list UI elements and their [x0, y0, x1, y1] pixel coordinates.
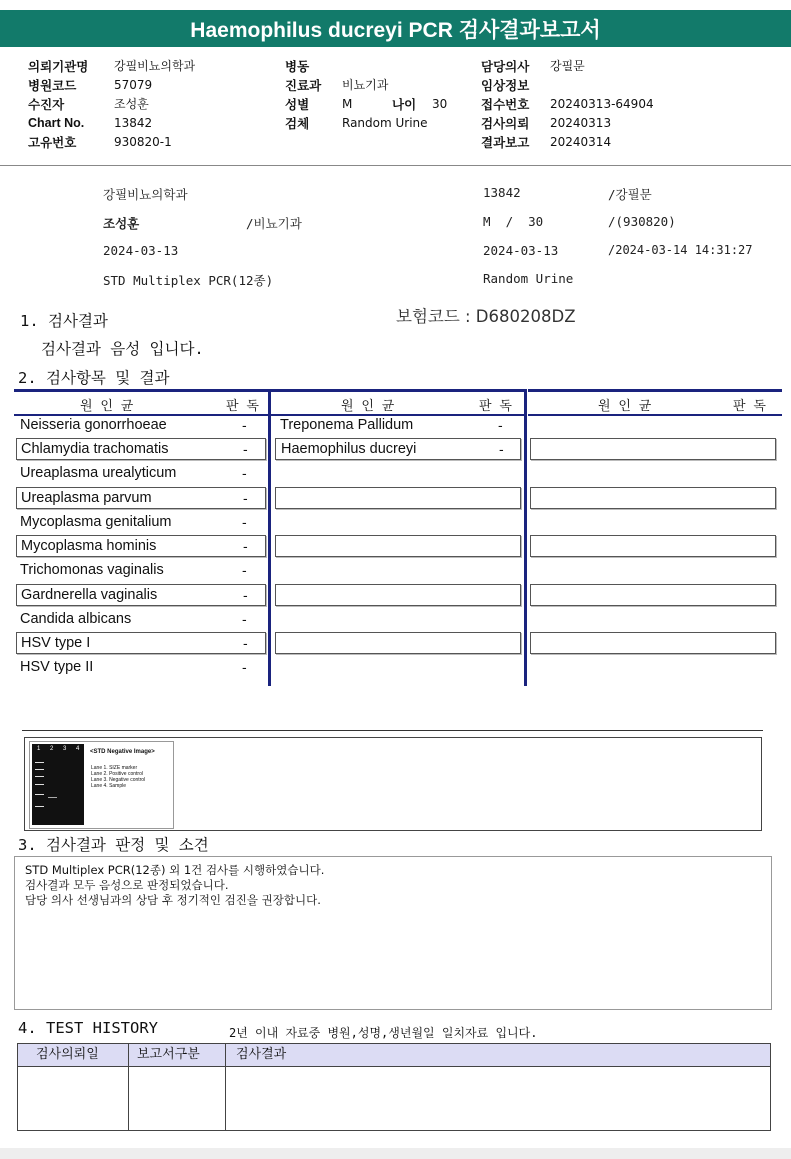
- table-row-empty: [275, 584, 521, 606]
- organism-name: Mycoplasma genitalium: [20, 514, 172, 530]
- header-label: 고유번호: [28, 135, 77, 150]
- gel-legend-item: Lane 1. SIZE marker: [91, 765, 138, 771]
- summary-chart-no: 13842: [483, 185, 521, 200]
- history-row: [18, 1067, 770, 1130]
- organism-result: -: [242, 417, 247, 433]
- header-label: 진료과: [285, 78, 322, 93]
- header-value: Random Urine: [342, 115, 428, 130]
- organism-name: Neisseria gonorrhoeae: [20, 417, 167, 433]
- organism-name: Gardnerella vaginalis: [21, 587, 158, 603]
- report-title: Haemophilus ducreyi PCR 검사결과보고서: [0, 10, 791, 47]
- age-label: 나이: [392, 97, 417, 112]
- column-divider: [268, 389, 271, 686]
- organism-result: -: [243, 635, 248, 651]
- summary-report-time: /2024-03-14 14:31:27: [608, 243, 753, 257]
- history-col-header: 보고서구분: [129, 1044, 226, 1066]
- section1-heading: 1. 검사결과: [20, 312, 108, 330]
- header-value: 강필문: [550, 59, 585, 73]
- opinion-line: STD Multiplex PCR(12종) 외 1건 검사를 시행하였습니다.: [25, 863, 325, 877]
- table-row: [16, 438, 266, 460]
- table-row-empty: [530, 438, 776, 460]
- header-value: 13842: [114, 115, 153, 130]
- gel-legend-item: Lane 3. Negative control: [91, 777, 146, 783]
- column-divider: [524, 389, 527, 686]
- gel-title: <STD Negative Image>: [90, 749, 155, 755]
- col-header-result: 판 독: [733, 399, 766, 414]
- summary-date-2: 2024-03-13: [483, 243, 559, 258]
- page-footer-band: [0, 1148, 791, 1159]
- summary-specimen: Random Urine: [483, 271, 574, 286]
- table-row: [275, 414, 521, 436]
- organism-name: HSV type I: [21, 635, 91, 651]
- table-row-empty: [530, 584, 776, 606]
- header-label: 병원코드: [28, 78, 77, 93]
- summary-test-name: STD Multiplex PCR(12종): [103, 273, 274, 288]
- organism-name: Treponema Pallidum: [280, 417, 414, 433]
- header-value: 930820-1: [114, 134, 172, 149]
- summary-date-1: 2024-03-13: [103, 243, 179, 258]
- header-label: 의뢰기관명: [28, 59, 89, 74]
- header-label: 검체: [285, 116, 310, 131]
- table-row: [16, 511, 266, 533]
- header-value: 57079: [114, 77, 153, 92]
- table-row: [16, 608, 266, 630]
- organism-result: -: [243, 538, 248, 554]
- organism-name: Ureaplasma parvum: [21, 490, 152, 506]
- result-column-1: [14, 389, 268, 416]
- history-table: [17, 1043, 771, 1131]
- opinion-line: 검사결과 모두 음성으로 판정되었습니다.: [25, 878, 229, 892]
- header-label: 임상정보: [481, 78, 530, 93]
- header-value: 조성훈: [114, 97, 149, 111]
- table-row: [16, 535, 266, 557]
- result-column-2: [271, 389, 525, 416]
- header-divider: [0, 165, 791, 166]
- header-label: 검사의뢰: [481, 116, 530, 131]
- header-label: 성별: [285, 97, 310, 112]
- table-row: [16, 656, 266, 678]
- organism-name: Chlamydia trachomatis: [21, 441, 169, 457]
- organism-name: Candida albicans: [20, 611, 132, 627]
- summary-hospital: 강필비뇨의학과: [103, 187, 188, 202]
- summary-sex-age: M / 30: [483, 214, 544, 229]
- organism-result: -: [242, 659, 247, 675]
- image-divider: [22, 730, 763, 731]
- col-header-result: 판 독: [479, 399, 512, 414]
- history-cell: [18, 1067, 129, 1130]
- col-header-result: 판 독: [226, 399, 259, 414]
- col-header-name: 원 인 균: [80, 399, 134, 414]
- table-row: [16, 584, 266, 606]
- gel-band: [35, 794, 44, 795]
- header-label: 병동: [285, 59, 310, 74]
- history-header: [18, 1044, 770, 1067]
- table-row-empty: [275, 487, 521, 509]
- insurance-code: 보험코드 : D680208DZ: [396, 307, 576, 326]
- col-header-name: 원 인 균: [341, 399, 395, 414]
- gel-legend-item: Lane 4. Sample: [91, 783, 127, 789]
- opinion-line: 담당 의사 선생님과의 상담 후 정기적인 검진을 권장합니다.: [25, 893, 321, 907]
- summary-doctor: /강필문: [608, 187, 652, 202]
- organism-name: Haemophilus ducreyi: [281, 441, 417, 457]
- organism-name: Ureaplasma urealyticum: [20, 465, 177, 481]
- organism-result: -: [242, 611, 247, 627]
- header-value: 20240313-64904: [550, 96, 654, 111]
- table-row: [16, 487, 266, 509]
- table-row-empty: [275, 535, 521, 557]
- header-col-2: [285, 56, 475, 151]
- organism-result: -: [243, 441, 248, 457]
- section1-result: 검사결과 음성 입니다.: [41, 340, 204, 358]
- gel-band: [35, 784, 44, 785]
- organism-name: HSV type II: [20, 659, 94, 675]
- gel-band: [48, 797, 57, 798]
- header-col-1: [28, 56, 278, 151]
- table-row-empty: [530, 487, 776, 509]
- header-label: 수진자: [28, 97, 65, 112]
- header-label: Chart No.: [28, 115, 85, 130]
- header-value: M: [342, 96, 353, 111]
- header-col-3: [481, 56, 771, 151]
- result-column-3: [528, 389, 782, 416]
- summary-patient: 조성훈: [103, 216, 140, 231]
- organism-result: -: [242, 514, 247, 530]
- gel-photo: [32, 744, 84, 825]
- header-value: 강필비뇨의학과: [114, 59, 196, 73]
- gel-band: [35, 806, 44, 807]
- header-label: 접수번호: [481, 97, 530, 112]
- history-note: 2년 이내 자료중 병원,성명,생년월일 일치자료 입니다.: [229, 1026, 538, 1040]
- history-col-header: 검사결과: [236, 1047, 287, 1062]
- table-row: [16, 462, 266, 484]
- header-value: 비뇨기과: [342, 78, 389, 92]
- table-row-empty: [275, 632, 521, 654]
- section2-heading: 2. 검사항목 및 결과: [18, 369, 170, 387]
- table-row: [16, 632, 266, 654]
- gel-band: [35, 776, 44, 777]
- table-row-empty: [530, 632, 776, 654]
- organism-name: Mycoplasma hominis: [21, 538, 157, 554]
- lane-number: 4: [76, 746, 80, 752]
- history-cell: [226, 1067, 770, 1130]
- header-value: 20240314: [550, 134, 612, 149]
- organism-result: -: [242, 465, 247, 481]
- table-row: [275, 438, 521, 460]
- lane-number: 1: [37, 746, 41, 752]
- history-col-header: 검사의뢰일: [18, 1044, 129, 1066]
- history-cell: [129, 1067, 226, 1130]
- age-value: 30: [432, 96, 448, 111]
- header-label: 담당의사: [481, 59, 530, 74]
- lane-number: 2: [50, 746, 54, 752]
- header-value: 20240313: [550, 115, 612, 130]
- summary-birth: /(930820): [608, 214, 676, 229]
- table-row: [16, 414, 266, 436]
- organism-result: -: [243, 490, 248, 506]
- table-row-empty: [530, 535, 776, 557]
- gel-band: [35, 762, 44, 763]
- gel-legend-item: Lane 2. Positive control: [91, 771, 143, 777]
- section4-heading: 4. TEST HISTORY: [18, 1019, 158, 1037]
- opinion-box: [14, 856, 772, 1010]
- gel-image: [29, 741, 174, 829]
- organism-result: -: [242, 562, 247, 578]
- summary-dept: /비뇨기과: [246, 216, 302, 231]
- organism-result: -: [498, 417, 503, 433]
- organism-name: Trichomonas vaginalis: [20, 562, 164, 578]
- col-header-name: 원 인 균: [598, 399, 652, 414]
- organism-result: -: [499, 441, 504, 457]
- lane-number: 3: [63, 746, 67, 752]
- gel-band: [35, 769, 44, 770]
- section3-heading: 3. 검사결과 판정 및 소견: [18, 836, 209, 854]
- table-row: [16, 559, 266, 581]
- organism-result: -: [243, 587, 248, 603]
- header-label: 결과보고: [481, 135, 530, 150]
- gel-legend: [91, 765, 145, 789]
